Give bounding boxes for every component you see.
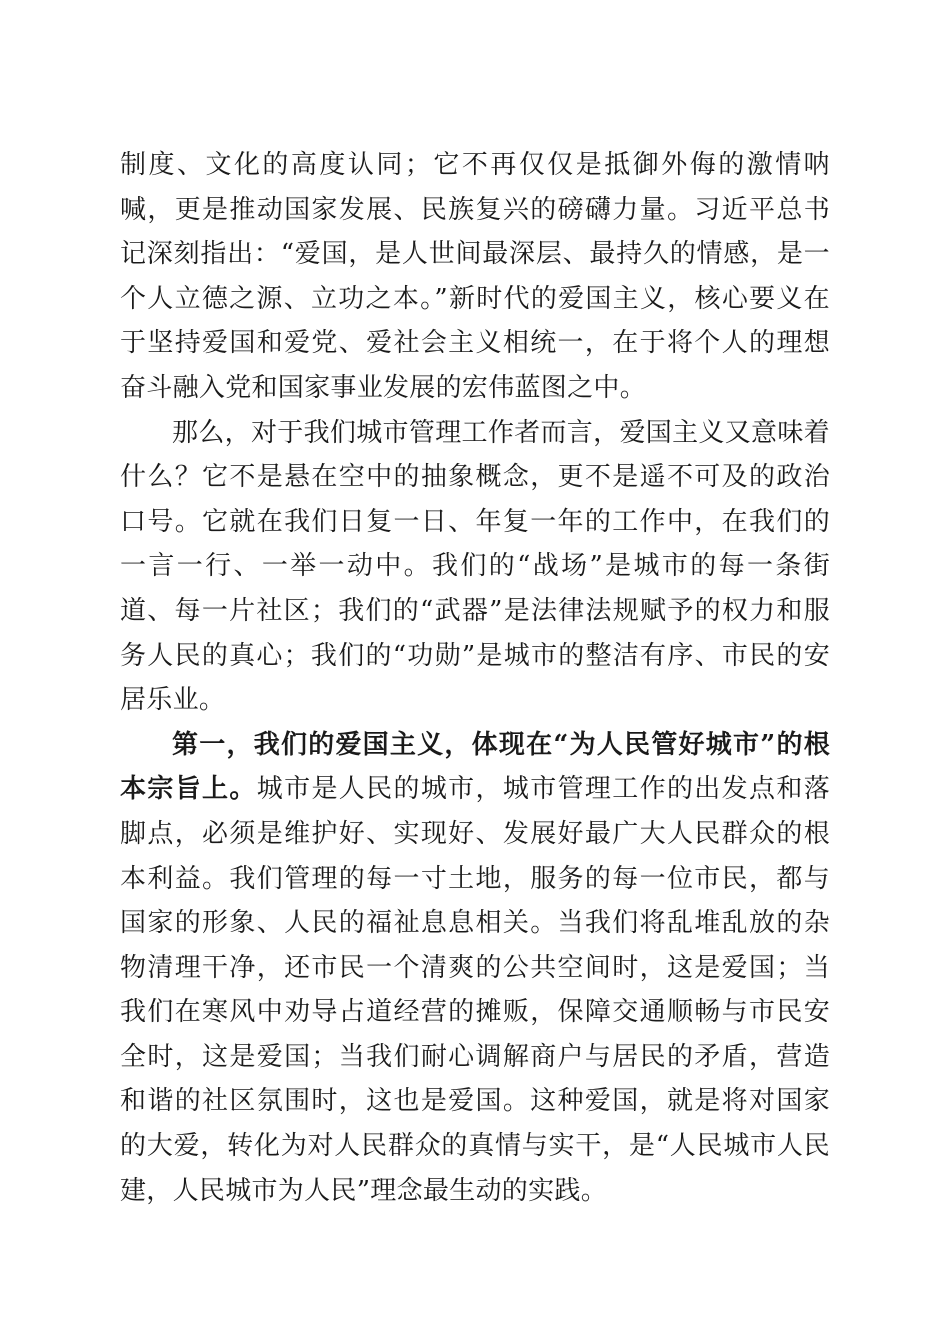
paragraph-text: 制度、文化的高度认同；它不再仅仅是抵御外侮的激情呐喊，更是推动国家发展、民族复兴的磅礴力量。习近平总书记深刻指出：“爱国，是人世间最深层、最持久的情感，是一个人立德之源、立功之本。”新时代的爱国主义，核心要义在于坚持爱国和爱党、爱社会主义相统一，在于将个人的理想奋斗融入党和国家事业发展的宏伟蓝图之中。 <box>120 150 830 403</box>
paragraph-first-point <box>120 723 830 1214</box>
document-body <box>120 143 830 1213</box>
paragraph-text: 那么，对于我们城市管理工作者而言，爱国主义又意味着什么？它不是悬在空中的抽象概念，更不是遥不可及的政治口号。它就在我们日复一日、年复一年的工作中，在我们的一言一行、一举一动中。我们的“战场”是城市的每一条街道、每一片社区；我们的“武器”是法律法规赋予的权力和服务人民的真心；我们的“功勋”是城市的整洁有序、市民的安居乐业。 <box>120 417 830 716</box>
paragraph-lead-heading: 第一，我们的爱国主义，体现在“为人民管好城市”的根本宗旨上。 <box>120 729 830 805</box>
paragraph-text: 城市是人民的城市，城市管理工作的出发点和落脚点，必须是维护好、实现好、发展好最广大人民群众的根本利益。我们管理的每一寸土地，服务的每一位市民，都与国家的形象、人民的福祉息息相关。当我们将乱堆乱放的杂物清理干净，还市民一个清爽的公共空间时，这是爱国；当我们在寒风中劝导占道经营的摊贩，保障交通顺畅与市民安全时，这是爱国；当我们耐心调解商户与居民的矛盾，营造和谐的社区氛围时，这也是爱国。这种爱国，就是将对国家的大爱，转化为对人民群众的真情与实干，是“人民城市人民建，人民城市为人民”理念最生动的实践。 <box>120 774 830 1206</box>
paragraph-urban-management <box>120 411 830 723</box>
paragraph-continuation <box>120 143 830 411</box>
